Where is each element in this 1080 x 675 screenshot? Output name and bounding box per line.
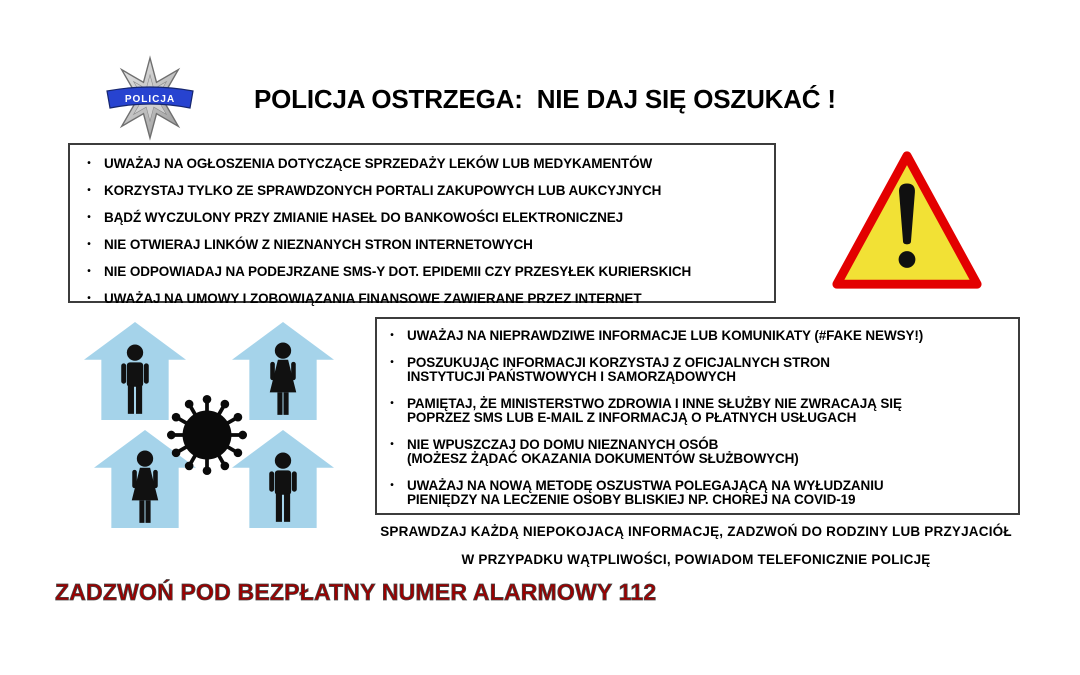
bullet-marker: • <box>87 239 91 250</box>
bullet-marker: • <box>390 397 394 409</box>
warning-box-shopping <box>68 143 776 306</box>
bullet-marker: • <box>390 438 394 450</box>
warning-triangle-icon <box>828 146 986 294</box>
virus-icon <box>160 388 254 482</box>
bullet-marker: • <box>87 158 91 169</box>
advice-line-1: SPRAWDZAJ KAŻDĄ NIEPOKOJACĄ INFORMACJĘ, ZADZWOŃ DO RODZINY LUB PRZYJACIÓŁ <box>380 524 1012 539</box>
bullet-marker: • <box>87 185 91 196</box>
list-item: • NIE WPUSZCZAJ DO DOMU NIEZNANYCH OSÓB (MOŻESZ ŻĄDAĆ OKAZANIA DOKUMENTÓW SŁUŻBOWYCH) <box>385 438 1018 467</box>
police-badge-icon <box>100 54 200 144</box>
list-item: • NIE ODPOWIADAJ NA PODEJRZANE SMS-Y DOT. EPIDEMII CZY PRZESYŁEK KURIERSKICH <box>82 265 774 280</box>
list-item: • UWAŻAJ NA NOWĄ METODĘ OSZUSTWA POLEGAJĄCĄ NA WYŁUDZANIU PIENIĘDZY NA LECZENIE OSOBY BLISKIEJ NP. CHOREJ NA COVID-19 <box>385 479 1018 508</box>
warning-box-information <box>375 317 1020 515</box>
page-title: POLICJA OSTRZEGA: NIE DAJ SIĘ OSZUKAĆ ! <box>254 84 836 114</box>
advice-line-2: W PRZYPADKU WĄTPLIWOŚCI, POWIADOM TELEFONICZNIE POLICJĘ <box>461 552 931 567</box>
list-item: • POSZUKUJĄC INFORMACJI KORZYSTAJ Z OFICJALNYCH STRON INSTYTUCJI PAŃSTWOWYCH I SAMORZĄDOWYCH <box>385 356 1018 385</box>
bullet-marker: • <box>390 356 394 368</box>
list-item: • KORZYSTAJ TYLKO ZE SPRAWDZONYCH PORTALI ZAKUPOWYCH LUB AUKCYJNYCH <box>82 184 774 199</box>
exclamation-dot <box>899 251 916 268</box>
bullet-marker: • <box>87 266 91 277</box>
stay-home-illustration <box>84 316 334 528</box>
bullet-marker: • <box>390 479 394 491</box>
list-item: • PAMIĘTAJ, ŻE MINISTERSTWO ZDROWIA I INNE SŁUŻBY NIE ZWRACAJĄ SIĘ POPRZEZ SMS LUB E-MAIL Z INFORMACJĄ O PŁATNYCH USŁUGACH <box>385 397 1018 426</box>
warning-list-2 <box>385 329 1018 508</box>
list-item: • UWAŻAJ NA UMOWY I ZOBOWIĄZANIA FINANSOWE ZAWIERANE PRZEZ INTERNET <box>82 292 774 307</box>
list-item: • NIE OTWIERAJ LINKÓW Z NIEZNANYCH STRON INTERNETOWYCH <box>82 238 774 253</box>
list-item: • BĄDŹ WYCZULONY PRZY ZMIANIE HASEŁ DO BANKOWOŚCI ELEKTRONICZNEJ <box>82 211 774 226</box>
bullet-marker: • <box>87 212 91 223</box>
bullet-marker: • <box>87 293 91 304</box>
badge-label: POLICJA <box>124 94 176 105</box>
list-item: • UWAŻAJ NA NIEPRAWDZIWE INFORMACJE LUB KOMUNIKATY (#FAKE NEWSY!) <box>385 329 1018 344</box>
advice-block <box>362 524 1030 567</box>
bullet-marker: • <box>390 330 394 341</box>
emergency-number-line: ZADZWOŃ POD BEZPŁATNY NUMER ALARMOWY 112 <box>55 579 657 605</box>
warning-list-1 <box>82 157 774 307</box>
list-item: • UWAŻAJ NA OGŁOSZENIA DOTYCZĄCE SPRZEDAŻY LEKÓW LUB MEDYKAMENTÓW <box>82 157 774 172</box>
